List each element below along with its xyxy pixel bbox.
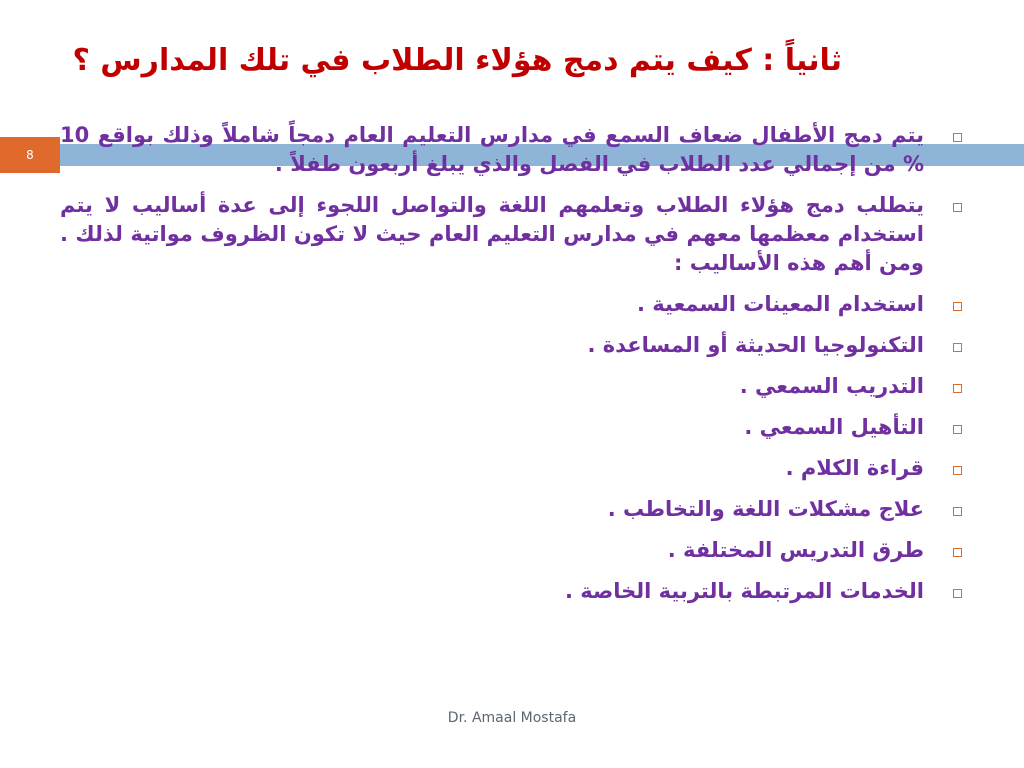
slide-title: ثانياً : كيف يتم دمج هؤلاء الطلاب في تلك المدارس ؟ <box>72 43 842 78</box>
bullet-item <box>60 121 962 179</box>
footer-author: Dr. Amaal Mostafa <box>447 710 577 726</box>
bullet-item <box>60 372 962 401</box>
bullet-item <box>60 536 962 565</box>
bullet-text: يتطلب دمج هؤلاء الطلاب وتعلمهم اللغة والتواصل اللجوء إلى عدة أساليب لا يتم استخدام معظمها معهم في مدارس التعليم العام حيث لا تكون الظروف مواتية لذلك . ومن أهم هذه الأساليب : <box>60 193 924 275</box>
square-bullet-icon <box>953 302 962 311</box>
square-bullet-icon <box>953 548 962 557</box>
square-bullet-icon <box>953 133 962 142</box>
square-bullet-icon <box>953 507 962 516</box>
bullet-item <box>60 495 962 524</box>
bullet-text: استخدام المعينات السمعية . <box>636 292 924 316</box>
bullet-item <box>60 290 962 319</box>
bullet-text: طرق التدريس المختلفة . <box>667 538 924 562</box>
square-bullet-icon <box>953 589 962 598</box>
slide-number: 8 <box>0 137 60 173</box>
bullet-item <box>60 577 962 606</box>
bullet-item <box>60 413 962 442</box>
bullet-item <box>60 191 962 278</box>
square-bullet-icon <box>953 466 962 475</box>
bullet-text: التدريب السمعي . <box>739 374 924 398</box>
square-bullet-icon <box>953 203 962 212</box>
bullet-item <box>60 331 962 360</box>
bullet-list <box>60 121 962 618</box>
bullet-text: التكنولوجيا الحديثة أو المساعدة . <box>587 333 924 357</box>
bullet-text: الخدمات المرتبطة بالتربية الخاصة . <box>564 579 924 603</box>
bullet-text: قراءة الكلام . <box>785 456 924 480</box>
square-bullet-icon <box>953 343 962 352</box>
bullet-text: علاج مشكلات اللغة والتخاطب . <box>607 497 924 521</box>
square-bullet-icon <box>953 384 962 393</box>
bullet-item <box>60 454 962 483</box>
bullet-text: يتم دمج الأطفال ضعاف السمع في مدارس التعليم العام دمجاً شاملاً وذلك بواقع 10 % من إجمالي عدد الطلاب في الفصل والذي يبلغ أربعون طفلاً . <box>60 123 924 176</box>
bullet-text: التأهيل السمعي . <box>744 415 924 439</box>
square-bullet-icon <box>953 425 962 434</box>
